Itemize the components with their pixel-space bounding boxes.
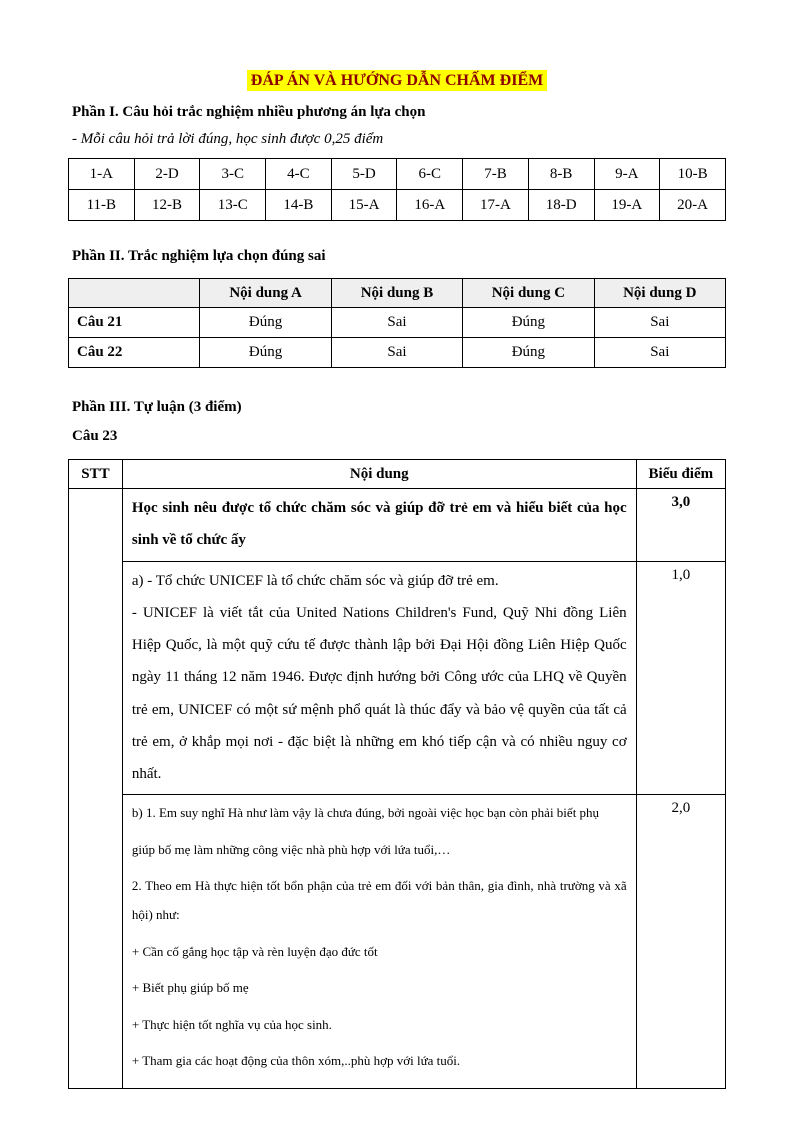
summary-points: 3,0: [636, 489, 725, 562]
answer-b-para3: 2. Theo em Hà thực hiện tốt bổn phận của trẻ em đối với bản thân, gia đình, nhà trường và xã hội) như:: [131, 878, 627, 923]
answer-cell: 8-B: [528, 159, 594, 190]
answer-b-bullet3: + Thực hiện tốt nghĩa vụ của học sinh.: [131, 1016, 332, 1032]
answer-row-1: [69, 159, 726, 190]
answer-b-bullet4: + Tham gia các hoạt động của thôn xóm,..phù hợp với lứa tuổi.: [131, 1053, 461, 1069]
answer-a-points: 1,0: [636, 561, 725, 795]
empty-header-cell: [69, 279, 200, 308]
answer-cell: 14-B: [266, 190, 332, 221]
true-false-table: [68, 278, 726, 368]
stt-cell: [69, 489, 123, 1089]
answer-cell: 4-C: [266, 159, 332, 190]
part3-heading: Phần III. Tự luận (3 điểm): [72, 399, 242, 415]
column-header: Nội dung D: [594, 279, 725, 308]
answer-b-row: [69, 795, 726, 1089]
document-title: ĐÁP ÁN VÀ HƯỚNG DẪN CHẤM ĐIỂM: [247, 70, 547, 91]
true-false-cell: Sai: [331, 308, 462, 338]
answer-a-row: [69, 561, 726, 795]
answer-cell: 13-C: [200, 190, 266, 221]
answer-cell: 20-A: [660, 190, 726, 221]
true-false-cell: Sai: [594, 308, 725, 338]
answer-key-table: [68, 158, 726, 221]
answer-cell: 5-D: [331, 159, 397, 190]
true-false-cell: Đúng: [200, 308, 331, 338]
column-header-content: Nội dung: [122, 460, 636, 489]
answer-cell: 7-B: [463, 159, 529, 190]
answer-cell: 1-A: [69, 159, 135, 190]
part2-heading: Phần II. Trắc nghiệm lựa chọn đúng sai: [72, 248, 326, 264]
part1-note: - Mỗi câu hỏi trả lời đúng, học sinh được 0,25 điểm: [72, 131, 384, 147]
table-row: [69, 338, 726, 368]
answer-b-para1: b) 1. Em suy nghĩ Hà như làm vậy là chưa đúng, bởi ngoài việc học bạn còn phải biết phụ: [131, 805, 600, 821]
true-false-cell: Đúng: [463, 308, 594, 338]
answer-b-para2: giúp bố mẹ làm những công việc nhà phù hợp với lứa tuổi,…: [131, 841, 451, 857]
essay-header-row: [69, 460, 726, 489]
column-header-points: Biểu điểm: [636, 460, 725, 489]
part1-heading: Phần I. Câu hỏi trắc nghiệm nhiều phương án lựa chọn: [72, 104, 426, 120]
true-false-cell: Sai: [594, 338, 725, 368]
column-header: Nội dung C: [463, 279, 594, 308]
question-label: Câu 22: [69, 338, 200, 368]
answer-b-points: 2,0: [636, 795, 725, 1089]
answer-a-line1: a) - Tổ chức UNICEF là tổ chức chăm sóc và giúp đỡ trẻ em.: [131, 572, 499, 589]
answer-cell: 2-D: [134, 159, 200, 190]
answer-cell: 10-B: [660, 159, 726, 190]
answer-cell: 6-C: [397, 159, 463, 190]
answer-cell: 19-A: [594, 190, 660, 221]
summary-row: [69, 489, 726, 562]
column-header-stt: STT: [69, 460, 123, 489]
answer-a-line2: - UNICEF là viết tắt của United Nations Children's Fund, Quỹ Nhi đồng Liên Hiệp Quốc, là một quỹ cứu tế được thành lập bởi Đại Hội đồng Liên Hiệp Quốc ngày 11 tháng 12 năm 1946. Được định hướng bởi Công ước của LHQ về Quyền trẻ em, UNICEF có một sứ mệnh phổ quát là thúc đẩy và bảo vệ quyền của tất cả trẻ em, ở khắp mọi nơi - đặc biệt là những em khó tiếp cận và có nhiều nguy cơ nhất.: [131, 604, 627, 782]
answer-b-bullet1: + Cần cố gắng học tập và rèn luyện đạo đức tốt: [131, 943, 378, 959]
answer-cell: 18-D: [528, 190, 594, 221]
answer-cell: 9-A: [594, 159, 660, 190]
answer-cell: 15-A: [331, 190, 397, 221]
answer-cell: 11-B: [69, 190, 135, 221]
essay-grading-table: [68, 459, 726, 1089]
table-row: [69, 308, 726, 338]
answer-cell: 17-A: [463, 190, 529, 221]
answer-a-text: [122, 561, 636, 795]
answer-cell: 12-B: [134, 190, 200, 221]
summary-text: Học sinh nêu được tổ chức chăm sóc và giúp đỡ trẻ em và hiểu biết của học sinh về tổ chức ấy: [122, 489, 636, 562]
question-23-heading: Câu 23: [72, 428, 118, 444]
answer-cell: 3-C: [200, 159, 266, 190]
true-false-header-row: [69, 279, 726, 308]
true-false-cell: Đúng: [463, 338, 594, 368]
true-false-cell: Sai: [331, 338, 462, 368]
title-row: [68, 70, 726, 91]
answer-b-text: [122, 795, 636, 1089]
column-header: Nội dung B: [331, 279, 462, 308]
answer-b-bullet2: + Biết phụ giúp bố mẹ: [131, 980, 249, 996]
answer-cell: 16-A: [397, 190, 463, 221]
true-false-cell: Đúng: [200, 338, 331, 368]
question-label: Câu 21: [69, 308, 200, 338]
answer-row-2: [69, 190, 726, 221]
column-header: Nội dung A: [200, 279, 331, 308]
